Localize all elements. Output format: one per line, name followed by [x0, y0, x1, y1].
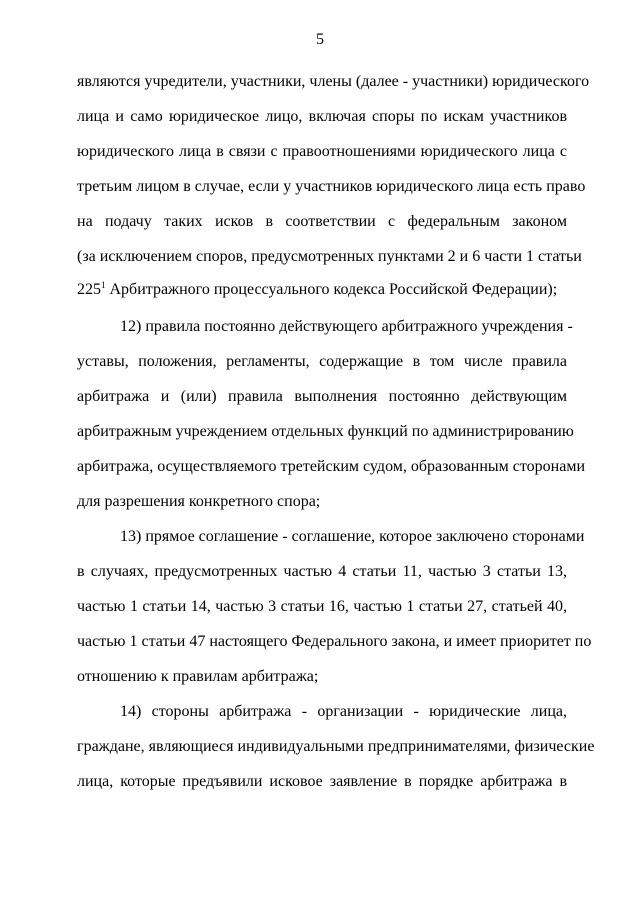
- text-line: третьим лицом в случае, если у участников юридического лица есть право: [77, 178, 586, 195]
- paragraph-13-first-line: 13) прямое соглашение - соглашение, которое заключено сторонами: [120, 528, 585, 545]
- text-line: (за исключением споров, предусмотренных пунктами 2 и 6 части 1 статьи: [77, 248, 582, 265]
- text-line: арбитража, осуществляемого третейским судом, образованным сторонами: [77, 458, 586, 475]
- text-line: арбитража и (или) правила выполнения постоянно действующим: [77, 388, 567, 405]
- article-number: 225: [77, 281, 101, 298]
- text-line: граждане, являющиеся индивидуальными предпринимателями, физические: [77, 738, 595, 755]
- page-number: 5: [316, 31, 324, 48]
- text-line: отношению к правилам арбитража;: [77, 668, 319, 685]
- text-line: уставы, положения, регламенты, содержащие в том числе правила: [77, 353, 567, 370]
- text-line: для разрешения конкретного спора;: [77, 493, 321, 510]
- text-fragment: Арбитражного процессуального кодекса Российской Федерации);: [105, 281, 558, 298]
- superscript-index: 1: [101, 280, 106, 290]
- text-line: частью 1 статьи 14, частью 3 статьи 16, частью 1 статьи 27, статьей 40,: [77, 598, 567, 615]
- text-line: являются учредители, участники, члены (далее - участники) юридического: [77, 73, 590, 90]
- text-line: в случаях, предусмотренных частью 4 статьи 11, частью 3 статьи 13,: [77, 563, 567, 580]
- paragraph-12-first-line: 12) правила постоянно действующего арбитражного учреждения -: [120, 318, 573, 335]
- text-line-with-superscript: [77, 280, 567, 300]
- text-line: частью 1 статьи 47 настоящего Федерального закона, и имеет приоритет по: [77, 633, 592, 650]
- text-line: на подачу таких исков в соответствии с федеральным законом: [77, 213, 567, 230]
- text-line: юридического лица в связи с правоотношениями юридического лица с: [77, 143, 567, 160]
- text-line: лица, которые предъявили исковое заявление в порядке арбитража в: [77, 773, 567, 790]
- text-line: арбитражным учреждением отдельных функций по администрированию: [77, 423, 574, 440]
- text-line: лица и само юридическое лицо, включая споры по искам участников: [77, 108, 567, 125]
- paragraph-14-first-line: 14) стороны арбитража - организации - юридические лица,: [120, 703, 567, 720]
